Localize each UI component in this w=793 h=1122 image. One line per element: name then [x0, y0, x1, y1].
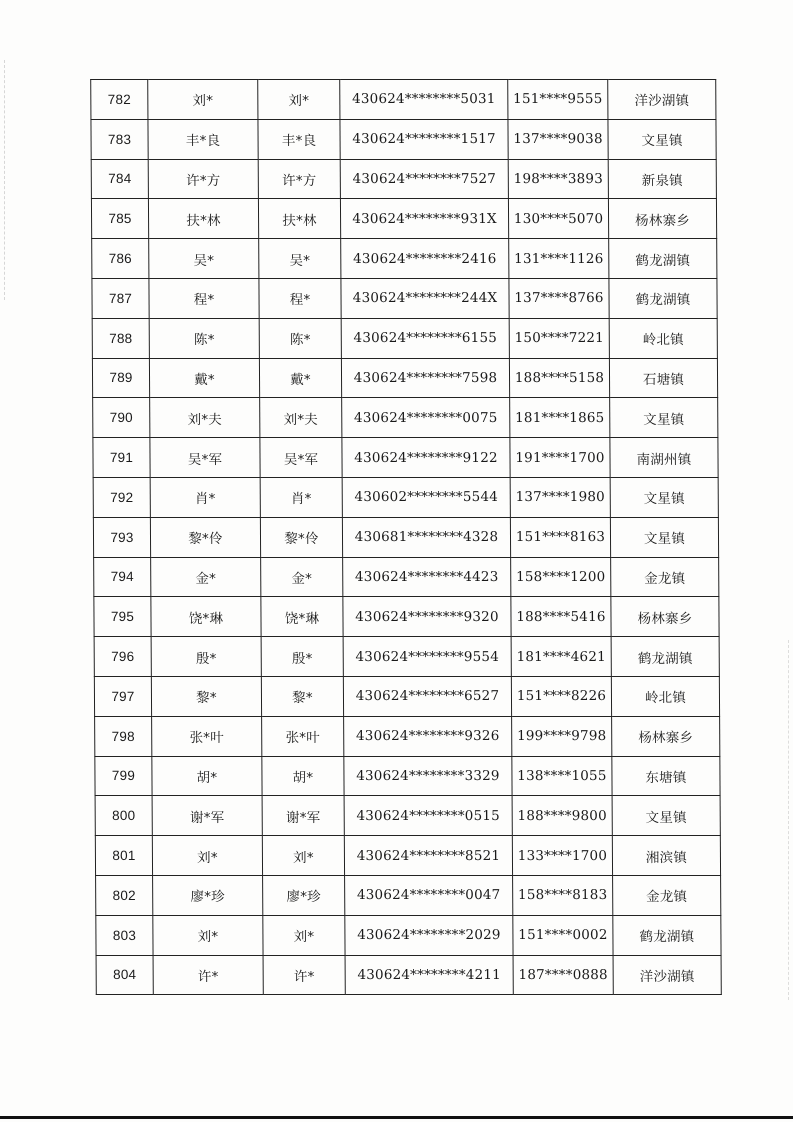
table-row [91, 159, 716, 199]
row-number-cell: 802 [96, 875, 153, 915]
table-row [95, 836, 720, 876]
id-number-cell: 430681********4328 [342, 517, 510, 557]
phone-cell: 137****8766 [509, 278, 609, 318]
row-number-cell: 793 [93, 517, 150, 557]
phone-cell: 151****0002 [513, 915, 613, 955]
town-cell: 东塘镇 [612, 756, 720, 796]
row-number-cell: 791 [93, 438, 150, 478]
id-number-cell: 430624********2029 [345, 915, 513, 955]
table-row [91, 80, 716, 120]
phone-cell: 181****4621 [511, 637, 611, 677]
phone-cell: 198****3893 [508, 159, 608, 199]
town-cell: 南湖州镇 [610, 438, 718, 478]
id-number-cell: 430624********9326 [344, 716, 512, 756]
name-cell: 陈* [149, 318, 259, 358]
records-table-body [91, 80, 722, 995]
row-number-cell: 797 [94, 676, 151, 716]
town-cell: 岭北镇 [609, 318, 717, 358]
name-cell: 程* [149, 278, 259, 318]
row-number-cell: 783 [91, 119, 148, 159]
name-cell-duplicate: 吴* [259, 239, 341, 279]
table-row [93, 438, 718, 478]
phone-cell: 199****9798 [512, 716, 612, 756]
table-row [95, 796, 720, 836]
row-number-cell: 782 [91, 80, 148, 120]
row-number-cell: 787 [92, 278, 149, 318]
id-number-cell: 430624********9554 [343, 637, 511, 677]
id-number-cell: 430624********931X [340, 199, 508, 239]
table-row [92, 239, 717, 279]
table-row [96, 955, 721, 995]
town-cell: 文星镇 [610, 477, 718, 517]
town-cell: 杨林寨乡 [612, 716, 720, 756]
phone-cell: 130****5070 [508, 199, 608, 239]
phone-cell: 151****8163 [510, 517, 610, 557]
name-cell: 扶*林 [148, 199, 258, 239]
name-cell-duplicate: 吴*军 [260, 438, 342, 478]
phone-cell: 133****1700 [512, 836, 612, 876]
row-number-cell: 789 [92, 358, 149, 398]
name-cell-duplicate: 廖*珍 [263, 875, 345, 915]
table-row [93, 398, 718, 438]
name-cell-duplicate: 刘* [258, 80, 340, 120]
phone-cell: 150****7221 [509, 318, 609, 358]
phone-cell: 158****8183 [513, 875, 613, 915]
name-cell: 肖* [150, 477, 260, 517]
name-cell-duplicate: 谢*军 [262, 796, 344, 836]
table-row [94, 637, 719, 677]
name-cell-duplicate: 黎*伶 [260, 517, 342, 557]
name-cell-duplicate: 殷* [261, 637, 343, 677]
table-row [93, 517, 718, 557]
row-number-cell: 801 [95, 836, 152, 876]
table-row [94, 597, 719, 637]
name-cell: 胡* [152, 756, 262, 796]
id-number-cell: 430624********7527 [340, 159, 508, 199]
town-cell: 洋沙湖镇 [613, 955, 721, 995]
id-number-cell: 430624********7598 [341, 358, 509, 398]
town-cell: 杨林寨乡 [611, 597, 719, 637]
table-row [95, 716, 720, 756]
table-row [94, 557, 719, 597]
name-cell-duplicate: 戴* [259, 358, 341, 398]
id-number-cell: 430624********9122 [342, 438, 510, 478]
phone-cell: 137****1980 [510, 477, 610, 517]
scan-edge-marks [4, 60, 9, 300]
phone-cell: 151****9555 [508, 80, 608, 120]
id-number-cell: 430624********3329 [344, 756, 512, 796]
row-number-cell: 795 [94, 597, 151, 637]
bottom-rule [0, 1116, 793, 1119]
phone-cell: 188****5158 [509, 358, 609, 398]
name-cell: 黎* [151, 676, 261, 716]
phone-cell: 151****8226 [511, 676, 611, 716]
id-number-cell: 430624********1517 [340, 119, 508, 159]
row-number-cell: 799 [95, 756, 152, 796]
name-cell: 丰*良 [148, 119, 258, 159]
name-cell-duplicate: 扶*林 [258, 199, 340, 239]
id-number-cell: 430624********9320 [343, 597, 511, 637]
town-cell: 金龙镇 [613, 875, 721, 915]
id-number-cell: 430624********244X [341, 278, 509, 318]
name-cell: 谢*军 [152, 796, 262, 836]
phone-cell: 191****1700 [510, 438, 610, 478]
id-number-cell: 430624********4423 [343, 557, 511, 597]
name-cell: 廖*珍 [153, 875, 263, 915]
table-row [92, 358, 717, 398]
town-cell: 鹤龙湖镇 [609, 278, 717, 318]
id-number-cell: 430624********2416 [341, 239, 509, 279]
table-row [94, 676, 719, 716]
town-cell: 石塘镇 [609, 358, 717, 398]
name-cell: 刘* [152, 836, 262, 876]
name-cell: 殷* [151, 637, 261, 677]
name-cell-duplicate: 丰*良 [258, 119, 340, 159]
row-number-cell: 803 [96, 915, 153, 955]
table-row [93, 477, 718, 517]
id-number-cell: 430624********6527 [343, 676, 511, 716]
name-cell: 刘* [148, 80, 258, 120]
name-cell: 饶*琳 [151, 597, 261, 637]
town-cell: 岭北镇 [611, 676, 719, 716]
table-row [95, 756, 720, 796]
row-number-cell: 792 [93, 477, 150, 517]
row-number-cell: 798 [95, 716, 152, 756]
town-cell: 文星镇 [612, 796, 720, 836]
town-cell: 湘滨镇 [612, 836, 720, 876]
row-number-cell: 784 [91, 159, 148, 199]
name-cell-duplicate: 饶*琳 [261, 597, 343, 637]
name-cell-duplicate: 许*方 [258, 159, 340, 199]
scan-edge-marks-right [786, 640, 789, 1000]
id-number-cell: 430624********5031 [340, 80, 508, 120]
town-cell: 金龙镇 [611, 557, 719, 597]
phone-cell: 137****9038 [508, 119, 608, 159]
row-number-cell: 786 [92, 239, 149, 279]
town-cell: 文星镇 [608, 119, 716, 159]
row-number-cell: 804 [96, 955, 153, 995]
name-cell-duplicate: 张*叶 [262, 716, 344, 756]
name-cell-duplicate: 胡* [262, 756, 344, 796]
row-number-cell: 788 [92, 318, 149, 358]
town-cell: 鹤龙湖镇 [611, 637, 719, 677]
name-cell-duplicate: 金* [261, 557, 343, 597]
name-cell: 许*方 [148, 159, 258, 199]
row-number-cell: 800 [95, 796, 152, 836]
id-number-cell: 430624********0047 [345, 875, 513, 915]
town-cell: 杨林寨乡 [608, 199, 716, 239]
table-row [96, 875, 721, 915]
phone-cell: 181****1865 [510, 398, 610, 438]
table-row [91, 119, 716, 159]
phone-cell: 187****0888 [513, 955, 613, 995]
table-row [91, 199, 716, 239]
phone-cell: 131****1126 [509, 239, 609, 279]
town-cell: 洋沙湖镇 [608, 80, 716, 120]
id-number-cell: 430624********4211 [345, 955, 513, 995]
row-number-cell: 785 [91, 199, 148, 239]
phone-cell: 188****9800 [512, 796, 612, 836]
phone-cell: 138****1055 [512, 756, 612, 796]
town-cell: 鹤龙湖镇 [609, 239, 717, 279]
id-number-cell: 430602********5544 [342, 477, 510, 517]
name-cell-duplicate: 刘* [262, 836, 344, 876]
phone-cell: 158****1200 [511, 557, 611, 597]
table-row [92, 278, 717, 318]
row-number-cell: 796 [94, 637, 151, 677]
name-cell-duplicate: 陈* [259, 318, 341, 358]
row-number-cell: 794 [94, 557, 151, 597]
name-cell-duplicate: 程* [259, 278, 341, 318]
name-cell: 黎*伶 [150, 517, 260, 557]
name-cell: 戴* [149, 358, 259, 398]
id-number-cell: 430624********6155 [341, 318, 509, 358]
row-number-cell: 790 [93, 398, 150, 438]
id-number-cell: 430624********0075 [342, 398, 510, 438]
table-row [96, 915, 721, 955]
id-number-cell: 430624********8521 [344, 836, 512, 876]
table-row [92, 318, 717, 358]
name-cell-duplicate: 刘* [263, 915, 345, 955]
name-cell: 吴*军 [150, 438, 260, 478]
name-cell-duplicate: 许* [263, 955, 345, 995]
name-cell: 刘*夫 [150, 398, 260, 438]
records-table [90, 79, 722, 995]
town-cell: 新泉镇 [608, 159, 716, 199]
name-cell-duplicate: 黎* [261, 676, 343, 716]
phone-cell: 188****5416 [511, 597, 611, 637]
town-cell: 鹤龙湖镇 [613, 915, 721, 955]
name-cell: 刘* [153, 915, 263, 955]
name-cell: 金* [151, 557, 261, 597]
name-cell: 张*叶 [152, 716, 262, 756]
name-cell-duplicate: 肖* [260, 477, 342, 517]
id-number-cell: 430624********0515 [344, 796, 512, 836]
town-cell: 文星镇 [610, 398, 718, 438]
name-cell: 吴* [149, 239, 259, 279]
name-cell-duplicate: 刘*夫 [260, 398, 342, 438]
name-cell: 许* [153, 955, 263, 995]
town-cell: 文星镇 [610, 517, 718, 557]
